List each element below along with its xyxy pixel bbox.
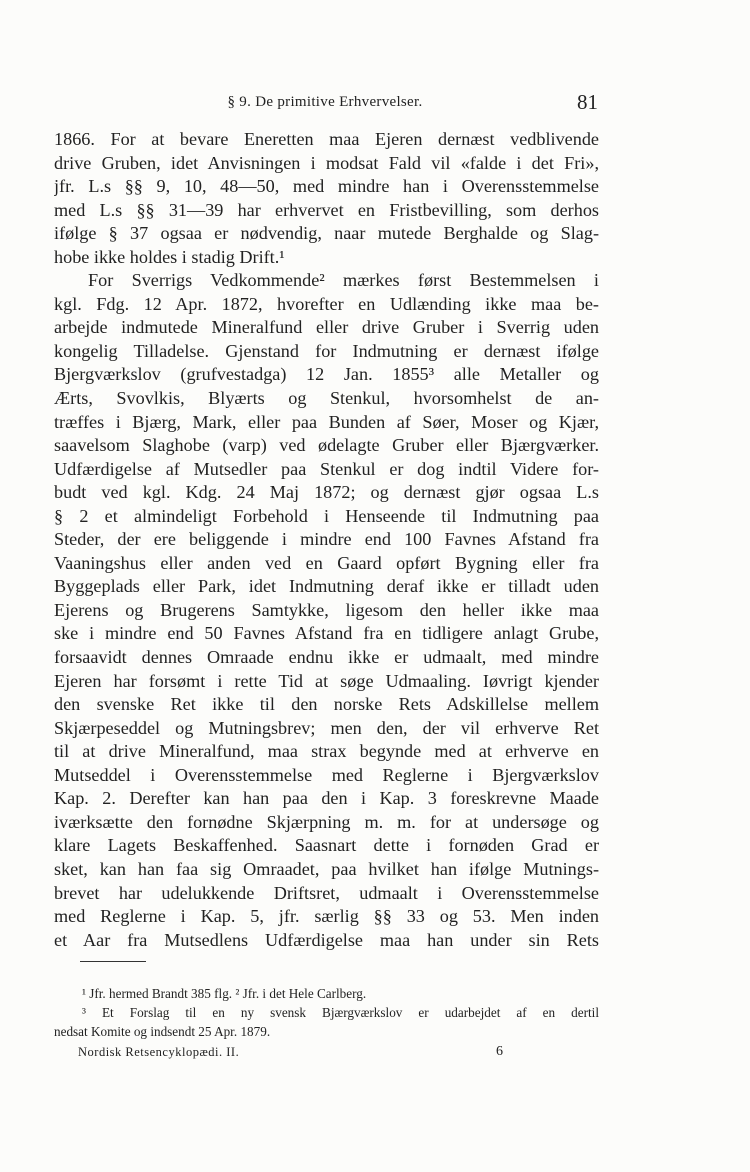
- footnotes: [54, 984, 599, 1041]
- text-line: ifølge § 37 ogsaa er nødvendig, naar mutede Berghalde og Slag-: [54, 223, 599, 244]
- text-line: forsaavidt dennes Omraade endnu ikke er udmaalt, med mindre: [54, 647, 599, 668]
- text-line: klare Lagets Beskaffenhed. Saasnart dette i fornøden Grad er: [54, 835, 599, 856]
- footnote: ³ Et Forslag til en ny svensk Bjærgværkslov er udarbejdet af en dertil: [82, 1005, 599, 1020]
- text-line: Steder, der ere beliggende i mindre end 100 Favnes Afstand fra: [54, 529, 599, 550]
- text-line: ske i mindre end 50 Favnes Afstand fra en tidligere anlagt Grube,: [54, 623, 599, 644]
- body-text: [54, 128, 599, 952]
- text-line: Mutseddel i Overensstemmelse med Reglerne i Bjergværkslov: [54, 764, 599, 785]
- footnote: ¹ Jfr. hermed Brandt 385 flg. ² Jfr. i det Hele Carlberg.: [82, 986, 367, 1001]
- text-line: et Aar fra Mutsedlens Udfærdigelse maa han under sin Rets: [54, 929, 599, 950]
- text-line: kgl. Fdg. 12 Apr. 1872, hvorefter en Udlænding ikke maa be-: [54, 293, 599, 314]
- text-line: brevet har udelukkende Driftsret, udmaalt i Overensstemmelse: [54, 882, 599, 903]
- text-line: med L.s §§ 31—39 har erhvervet en Fristbevilling, som derhos: [54, 199, 599, 220]
- footnote: nedsat Komite og indsendt 25 Apr. 1879.: [54, 1024, 271, 1039]
- text-line: Ejeren har forsømt i rette Tid at søge Udmaaling. Iøvrigt kjender: [54, 670, 599, 691]
- text-line: Byggeplads eller Park, idet Indmutning deraf ikke er tilladt uden: [54, 576, 599, 597]
- text-line: til at drive Mineralfund, maa strax begynde med at erhverve en: [54, 741, 599, 762]
- text-line: budt ved kgl. Kdg. 24 Maj 1872; og dernæst gjør ogsaa L.s: [54, 482, 599, 503]
- text-line: For Sverrigs Vedkommende² mærkes først Bestemmelsen i: [88, 270, 599, 291]
- text-line: Kap. 2. Derefter kan han paa den i Kap. 3 foreskrevne Maade: [54, 788, 599, 809]
- text-line: iværksætte den fornødne Skjærpning m. m. for at undersøge og: [54, 811, 599, 832]
- signature-title: Nordisk Retsencyklopædi. II.: [78, 1045, 240, 1059]
- page-number: 81: [577, 90, 598, 114]
- text-line: Bjergværkslov (grufvestadga) 12 Jan. 1855³ alle Metaller og: [54, 364, 599, 385]
- text-line: saavelsom Slaghobe (varp) ved ødelagte Gruber eller Bjærgværker.: [54, 435, 599, 456]
- text-line: 1866. For at bevare Eneretten maa Ejeren dernæst vedblivende: [54, 129, 599, 149]
- text-line: Skjærpeseddel og Mutningsbrev; men den, der vil erhverve Ret: [54, 717, 599, 738]
- text-line: kongelig Tilladelse. Gjenstand for Indmutning er dernæst ifølge: [54, 340, 599, 361]
- text-line: sket, kan han faa sig Omraadet, paa hvilket han ifølge Mutnings-: [54, 858, 599, 879]
- text-line: drive Gruben, idet Anvisningen i modsat Fald vil «falde i det Fri»,: [54, 152, 599, 173]
- text-line: § 2 et almindeligt Forbehold i Henseende til Indmutning paa: [54, 505, 599, 526]
- text-line: hobe ikke holdes i stadig Drift.¹: [54, 246, 285, 267]
- text-line: Ejerens og Brugerens Samtykke, ligesom den heller ikke maa: [54, 599, 599, 620]
- footnote-divider: [80, 961, 146, 962]
- text-line: træffes i Bjærg, Mark, eller paa Bunden af Søer, Moser og Kjær,: [54, 411, 599, 432]
- text-line: den svenske Ret ikke til den norske Rets Adskillelse mellem: [54, 694, 599, 715]
- signature-line: [78, 1043, 503, 1061]
- running-title: § 9. De primitive Erhvervelser.: [227, 94, 423, 110]
- signature-number: 6: [496, 1044, 503, 1059]
- text-line: arbejde indmutede Mineralfund eller drive Gruber i Sverrig uden: [54, 317, 599, 338]
- text-line: jfr. L.s §§ 9, 10, 48—50, med mindre han i Overensstemmelse: [54, 176, 599, 197]
- text-line: Vaaningshus eller anden ved en Gaard opført Bygning eller fra: [54, 552, 599, 573]
- running-header: [52, 90, 598, 118]
- text-line: med Reglerne i Kap. 5, jfr. særlig §§ 33 og 53. Men inden: [54, 906, 599, 927]
- text-line: Udfærdigelse af Mutsedler paa Stenkul er dog indtil Videre for-: [54, 458, 599, 479]
- text-line: Ærts, Svovlkis, Blyærts og Stenkul, hvorsomhelst de an-: [54, 388, 599, 409]
